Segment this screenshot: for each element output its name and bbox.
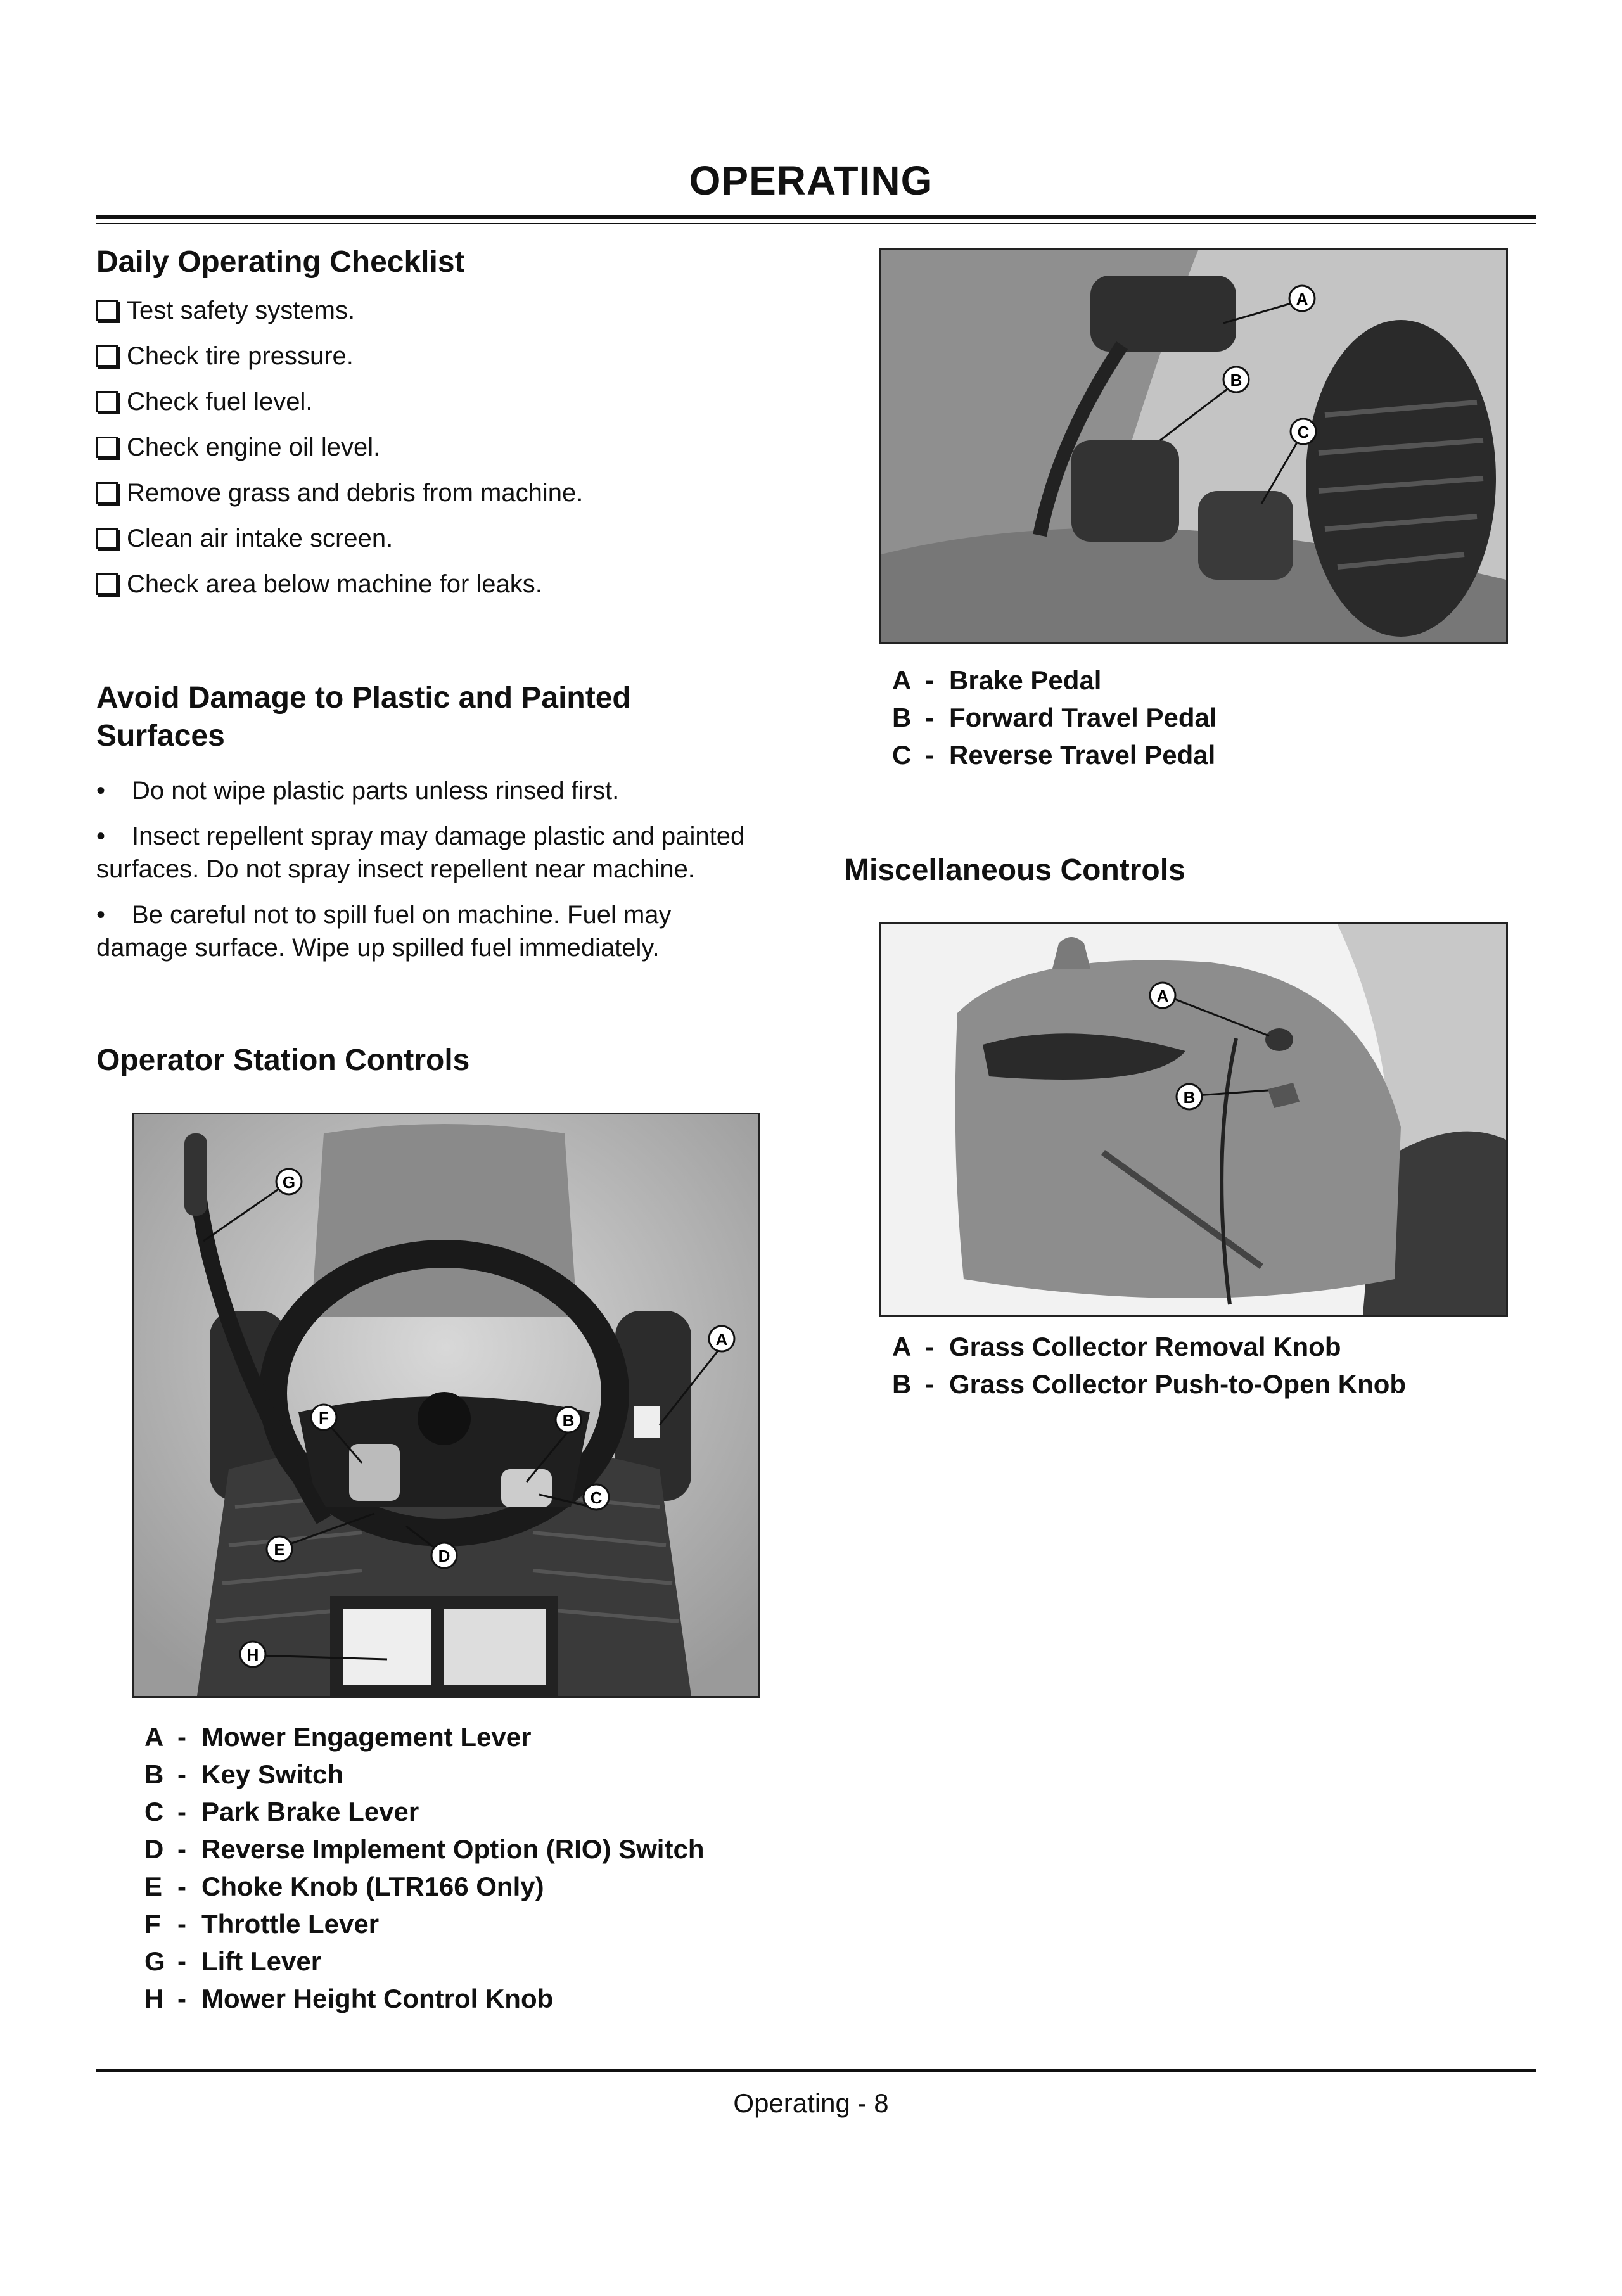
- operator-station-heading: Operator Station Controls: [96, 1043, 470, 1077]
- checklist-item-label: Clean air intake screen.: [127, 525, 393, 552]
- legend-label: Grass Collector Removal Knob: [949, 1332, 1341, 1362]
- bullet-item: [96, 898, 825, 964]
- legend-dash: -: [177, 1834, 186, 1864]
- checklist-item: [96, 470, 583, 516]
- svg-text:A: A: [1296, 290, 1308, 309]
- svg-text:B: B: [562, 1411, 575, 1430]
- legend-key: B: [892, 1369, 912, 1399]
- avoid-damage-heading-line2: Surfaces: [96, 719, 225, 753]
- legend-key: A: [144, 1722, 164, 1752]
- operator-station-photo: [132, 1113, 760, 1698]
- bullet-item: [96, 774, 825, 807]
- bullet-text-cont: damage surface. Wipe up spilled fuel immediately.: [96, 934, 660, 962]
- legend-key: C: [144, 1797, 164, 1827]
- callout-c: [1291, 419, 1316, 444]
- svg-text:B: B: [1230, 371, 1242, 390]
- legend-label: Key Switch: [201, 1759, 344, 1789]
- checklist-item-label: Check engine oil level.: [127, 433, 381, 461]
- legend-item: [892, 661, 1217, 699]
- checklist-item: [96, 424, 583, 470]
- legend-dash: -: [177, 1946, 186, 1976]
- callout-c: [584, 1484, 609, 1510]
- avoid-damage-heading-line1: Avoid Damage to Plastic and Painted: [96, 681, 631, 715]
- legend-key: E: [144, 1872, 163, 1901]
- checklist-heading: Daily Operating Checklist: [96, 245, 465, 279]
- legend-key: H: [144, 1984, 164, 2013]
- header-rule-thin: [96, 223, 1536, 224]
- bullet-text: Be careful not to spill fuel on machine. Fuel may: [132, 901, 672, 929]
- legend-label: Forward Travel Pedal: [949, 703, 1217, 732]
- svg-text:G: G: [282, 1173, 296, 1192]
- svg-text:D: D: [438, 1547, 450, 1566]
- legend-key: B: [144, 1759, 164, 1789]
- bullet-text: Do not wipe plastic parts unless rinsed first.: [132, 777, 620, 805]
- page-footer: Operating - 8: [733, 2088, 889, 2118]
- legend-key: A: [892, 665, 912, 695]
- svg-text:B: B: [1183, 1088, 1196, 1107]
- callout-a: [1150, 983, 1175, 1008]
- legend-item: [892, 1328, 1406, 1365]
- misc-controls-legend: [892, 1328, 1406, 1403]
- checklist-item-label: Check fuel level.: [127, 388, 313, 416]
- legend-item: [144, 1830, 704, 1868]
- checklist-item: [96, 516, 583, 561]
- legend-dash: -: [177, 1909, 186, 1939]
- checklist-item-label: Remove grass and debris from machine.: [127, 479, 584, 507]
- legend-key: F: [144, 1909, 161, 1939]
- pedals-illustration: [881, 250, 1506, 642]
- misc-controls-photo: [879, 922, 1508, 1317]
- legend-item: [144, 1793, 704, 1830]
- legend-label: Grass Collector Push-to-Open Knob: [949, 1369, 1407, 1399]
- tractor-operator-illustration: [134, 1114, 758, 1696]
- header-rule: [96, 215, 1536, 219]
- legend-item: [892, 736, 1217, 774]
- legend-label: Throttle Lever: [201, 1909, 380, 1939]
- bullet-icon: •: [96, 822, 106, 850]
- legend-item: [892, 1365, 1406, 1403]
- checklist-item: [96, 333, 583, 379]
- legend-label: Reverse Implement Option (RIO) Switch: [201, 1834, 705, 1864]
- legend-dash: -: [177, 1722, 186, 1752]
- avoid-damage-heading: [96, 679, 631, 755]
- legend-dash: -: [925, 1369, 934, 1399]
- callout-e: [267, 1536, 292, 1562]
- svg-text:C: C: [1297, 423, 1310, 442]
- legend-item: [144, 1756, 704, 1793]
- legend-dash: -: [925, 740, 934, 770]
- pedals-photo: [879, 248, 1508, 644]
- pedals-legend: [892, 661, 1217, 774]
- checkbox-icon: [96, 573, 118, 595]
- legend-dash: -: [177, 1872, 186, 1901]
- legend-label: Brake Pedal: [949, 665, 1102, 695]
- legend-dash: -: [925, 1332, 934, 1362]
- svg-text:F: F: [319, 1408, 329, 1427]
- callout-b: [1223, 367, 1249, 392]
- daily-checklist: [96, 288, 583, 607]
- avoid-damage-bullets: [96, 774, 825, 964]
- svg-text:H: H: [246, 1645, 259, 1664]
- legend-item: [144, 1905, 704, 1942]
- svg-text:E: E: [274, 1540, 285, 1559]
- legend-key: A: [892, 1332, 912, 1362]
- bullet-text-cont: surfaces. Do not spray insect repellent near machine.: [96, 855, 695, 883]
- svg-text:A: A: [1156, 986, 1169, 1005]
- legend-dash: -: [925, 703, 934, 732]
- callout-b: [1177, 1084, 1202, 1109]
- checkbox-icon: [96, 528, 118, 549]
- page-title: OPERATING: [689, 158, 933, 203]
- legend-label: Reverse Travel Pedal: [949, 740, 1216, 770]
- callout-g: [276, 1169, 302, 1194]
- footer-rule: [96, 2069, 1536, 2072]
- legend-key: G: [144, 1946, 165, 1976]
- operator-station-legend: [144, 1718, 704, 2017]
- callout-a: [1289, 286, 1315, 311]
- bullet-icon: •: [96, 777, 106, 805]
- checklist-item: [96, 561, 583, 607]
- checkbox-icon: [96, 391, 118, 412]
- legend-label: Lift Lever: [201, 1946, 322, 1976]
- legend-label: Mower Height Control Knob: [201, 1984, 554, 2013]
- checkbox-icon: [96, 300, 118, 321]
- legend-dash: -: [177, 1984, 186, 2013]
- checklist-item-label: Check area below machine for leaks.: [127, 570, 542, 598]
- checkbox-icon: [96, 345, 118, 367]
- legend-item: [892, 699, 1217, 736]
- checklist-item: [96, 288, 583, 333]
- checkbox-icon: [96, 437, 118, 458]
- bullet-item: [96, 820, 825, 886]
- legend-item: [144, 1718, 704, 1756]
- callout-a: [709, 1326, 734, 1351]
- callout-d: [431, 1543, 457, 1568]
- callout-h: [240, 1642, 265, 1667]
- svg-text:A: A: [715, 1330, 728, 1349]
- legend-item: [144, 1980, 704, 2017]
- bullet-text: Insect repellent spray may damage plastic and painted: [132, 822, 745, 850]
- checklist-item-label: Test safety systems.: [127, 297, 355, 324]
- legend-label: Choke Knob (LTR166 Only): [201, 1872, 544, 1901]
- misc-controls-heading: Miscellaneous Controls: [844, 853, 1185, 887]
- checkbox-icon: [96, 482, 118, 504]
- legend-key: D: [144, 1834, 164, 1864]
- callout-b: [556, 1407, 581, 1432]
- bullet-icon: •: [96, 901, 106, 929]
- legend-key: B: [892, 703, 912, 732]
- checklist-item-label: Check tire pressure.: [127, 342, 354, 370]
- legend-label: Park Brake Lever: [201, 1797, 419, 1827]
- legend-key: C: [892, 740, 912, 770]
- legend-dash: -: [177, 1759, 186, 1789]
- callout-f: [311, 1405, 336, 1430]
- legend-label: Mower Engagement Lever: [201, 1722, 532, 1752]
- checklist-item: [96, 379, 583, 424]
- svg-text:C: C: [590, 1488, 603, 1507]
- legend-dash: -: [177, 1797, 186, 1827]
- legend-item: [144, 1868, 704, 1905]
- legend-dash: -: [925, 665, 934, 695]
- grass-collector-illustration: [881, 924, 1506, 1315]
- legend-item: [144, 1942, 704, 1980]
